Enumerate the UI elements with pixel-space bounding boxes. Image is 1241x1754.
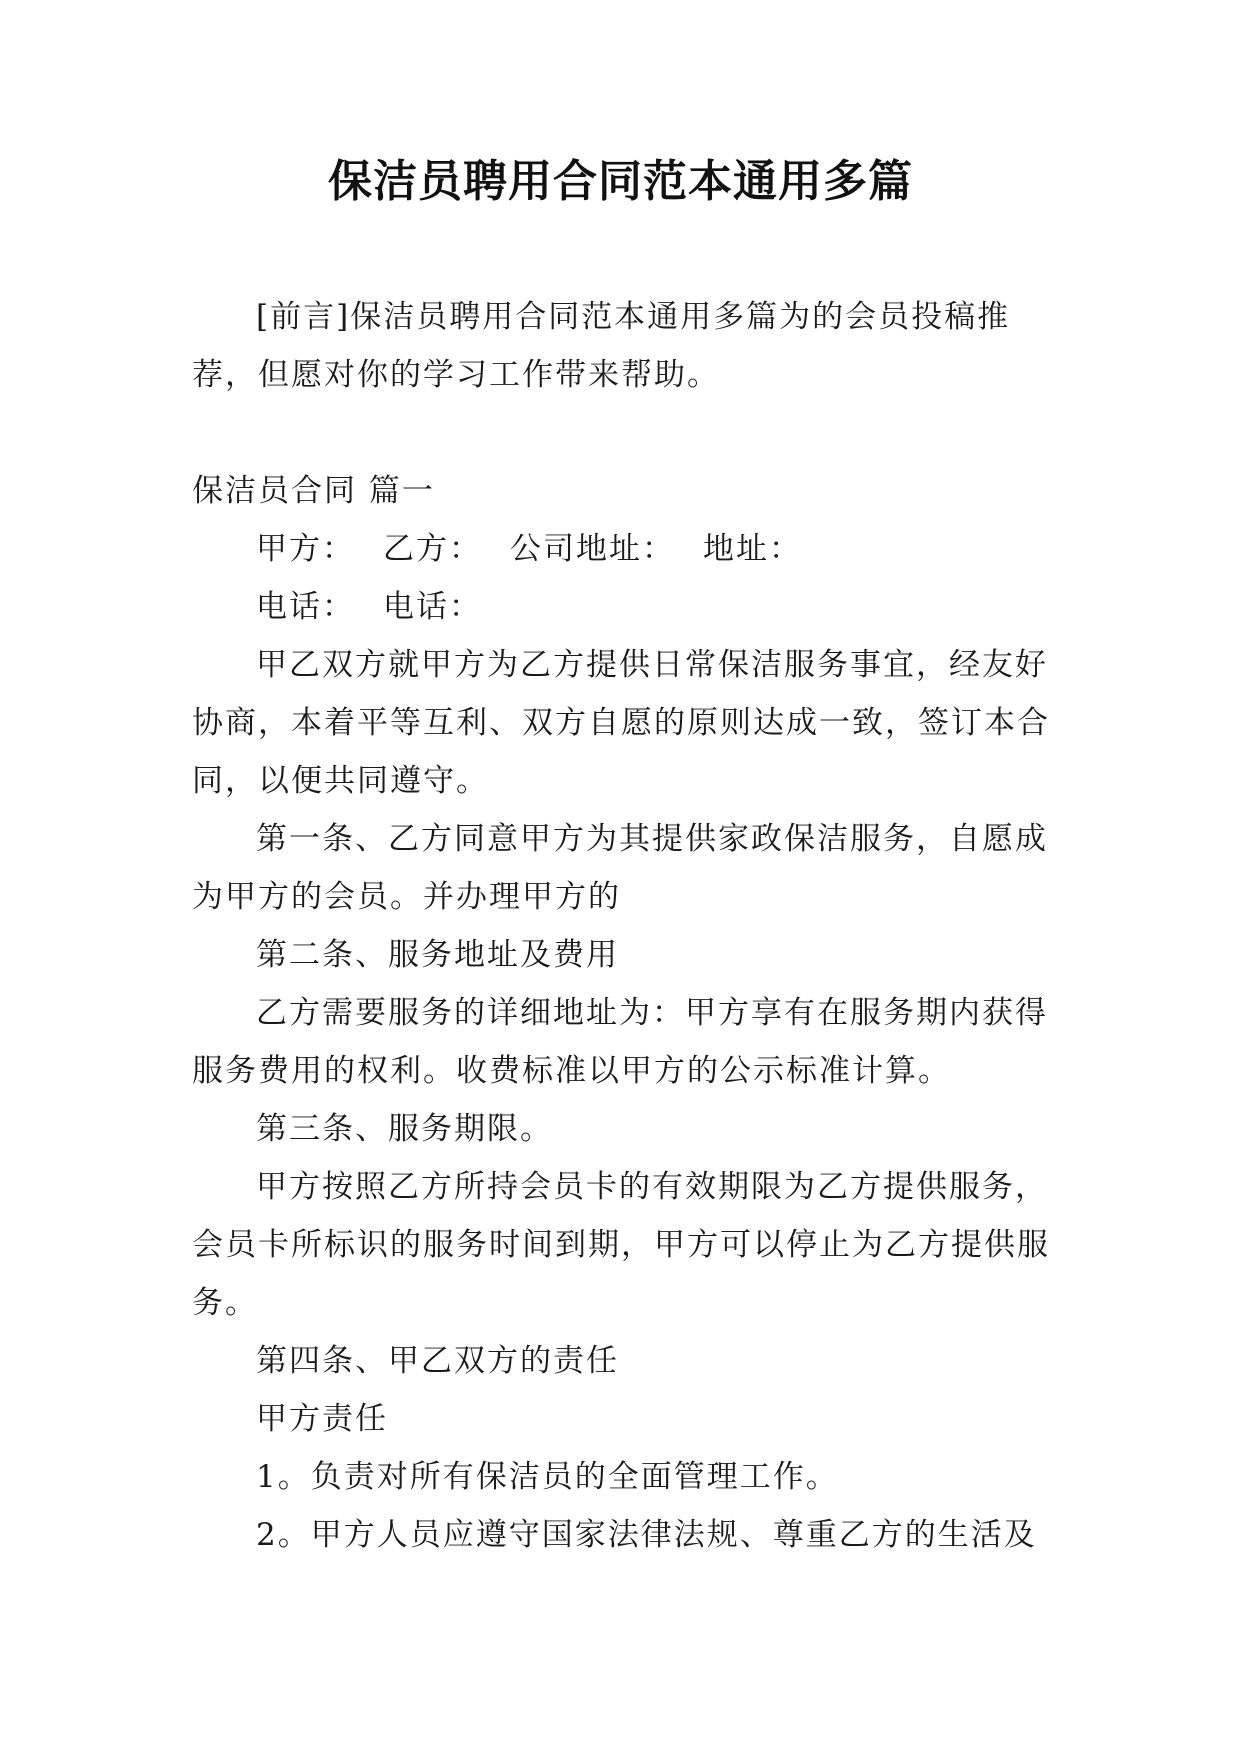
paragraph-article-2-heading: 第二条、服务地址及费用 — [256, 937, 619, 973]
party-b-label: 乙方： — [383, 531, 482, 567]
phone-line — [192, 578, 1072, 636]
contract-body — [192, 520, 1072, 1564]
paragraph-agreement: 甲乙双方就甲方为乙方提供日常保洁服务事宜，经友好协商，本着平等互利、双方自愿的原则达成一致，签订本合同，以便共同遵守。 — [192, 647, 1050, 799]
party-a-label: 甲方： — [256, 531, 355, 567]
paragraph-service-address: 乙方需要服务的详细地址为：甲方享有在服务期内获得服务费用的权利。收费标准以甲方的公示标准计算。 — [192, 995, 1048, 1089]
phone-a-label: 电话： — [256, 589, 355, 625]
paragraph-article-1: 第一条、乙方同意甲方为其提供家政保洁服务，自愿成为甲方的会员。并办理甲方的 — [192, 821, 1048, 915]
section-heading: 保洁员合同 篇一 — [192, 473, 435, 509]
phone-b-label: 电话： — [383, 589, 482, 625]
paragraph-article-4-heading: 第四条、甲乙双方的责任 — [256, 1343, 619, 1379]
preface-paragraph: [前言]保洁员聘用合同范本通用多篇为的会员投稿推荐，但愿对你的学习工作带来帮助。 — [192, 299, 1011, 393]
company-address-label: 公司地址： — [510, 531, 675, 567]
paragraph-party-a-duties-heading: 甲方责任 — [256, 1401, 388, 1437]
paragraph-duty-1: 1。负责对所有保洁员的全面管理工作。 — [256, 1459, 839, 1495]
document-title: 保洁员聘用合同范本通用多篇 — [328, 156, 913, 207]
paragraph-service-period: 甲方按照乙方所持会员卡的有效期限为乙方提供服务，会员卡所标识的服务时间到期，甲方可以停止为乙方提供服务。 — [192, 1169, 1050, 1321]
parties-line — [192, 520, 1072, 578]
address-label: 地址： — [703, 531, 802, 567]
paragraph-article-3-heading: 第三条、服务期限。 — [256, 1111, 553, 1147]
paragraph-duty-2: 2。甲方人员应遵守国家法律法规、尊重乙方的生活及 — [256, 1517, 1037, 1553]
